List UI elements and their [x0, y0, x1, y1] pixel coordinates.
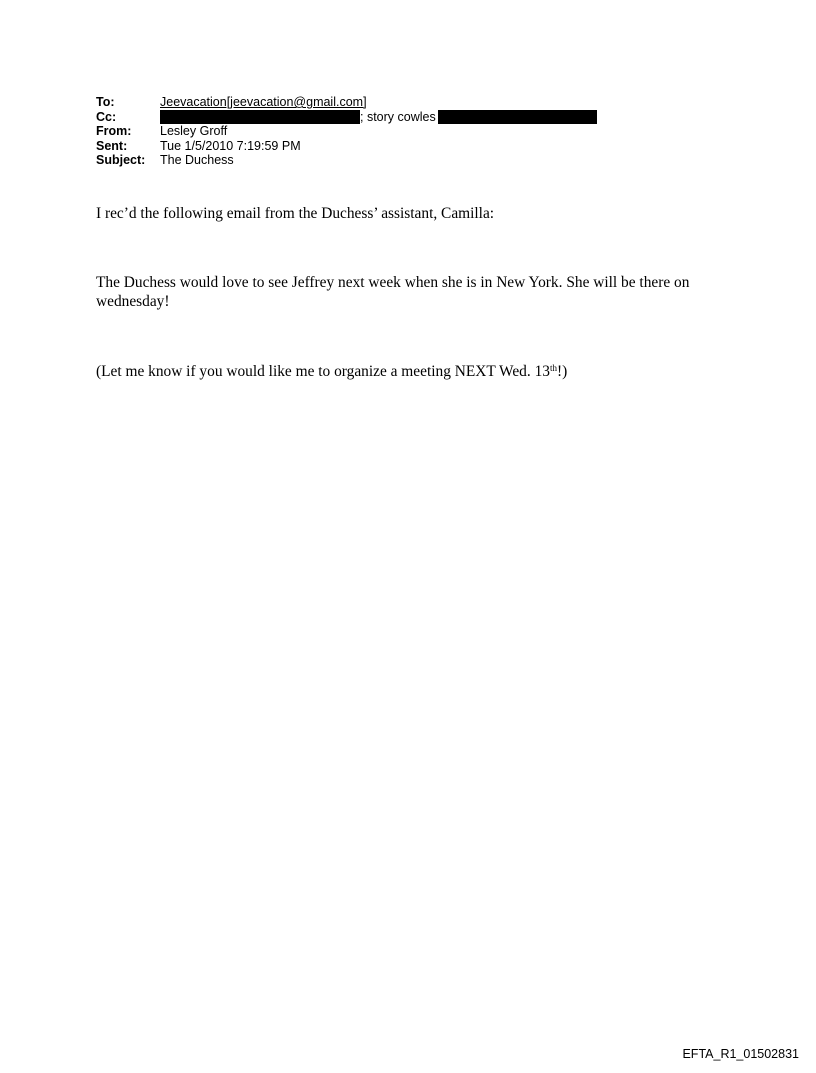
document-id: EFTA_R1_01502831 [682, 1047, 799, 1061]
subject-value: The Duchess [160, 153, 234, 168]
to-label: To: [96, 95, 115, 109]
from-label: From: [96, 124, 132, 139]
from-value: Lesley Groff [160, 124, 228, 139]
sent-label: Sent: [96, 138, 128, 153]
cc-label: Cc: [96, 109, 117, 124]
cc-value: ; story cowles [360, 109, 436, 124]
redaction-block [160, 110, 360, 124]
body-paragraph-2: The Duchess would love to see Jeffrey next week when she is in New York. She will be there on wednesday! [96, 274, 690, 310]
sent-value: Tue 1/5/2010 7:19:59 PM [160, 138, 301, 153]
subject-label: Subject: [96, 153, 146, 168]
paragraph-3-text: (Let me know if you would like me to organize a meeting NEXT Wed. 13 [96, 363, 550, 380]
ordinal-suffix: th [549, 363, 557, 373]
body-paragraph-1: I rec’d the following email from the Duchess’ assistant, Camilla: [96, 205, 495, 222]
paragraph-3-end: !) [556, 363, 568, 380]
cc-value-group [160, 110, 597, 125]
body-paragraph-3 [96, 363, 567, 382]
redaction-block [438, 110, 597, 124]
to-value: Jeevacation[jeevacation@gmail.com] [160, 95, 367, 109]
